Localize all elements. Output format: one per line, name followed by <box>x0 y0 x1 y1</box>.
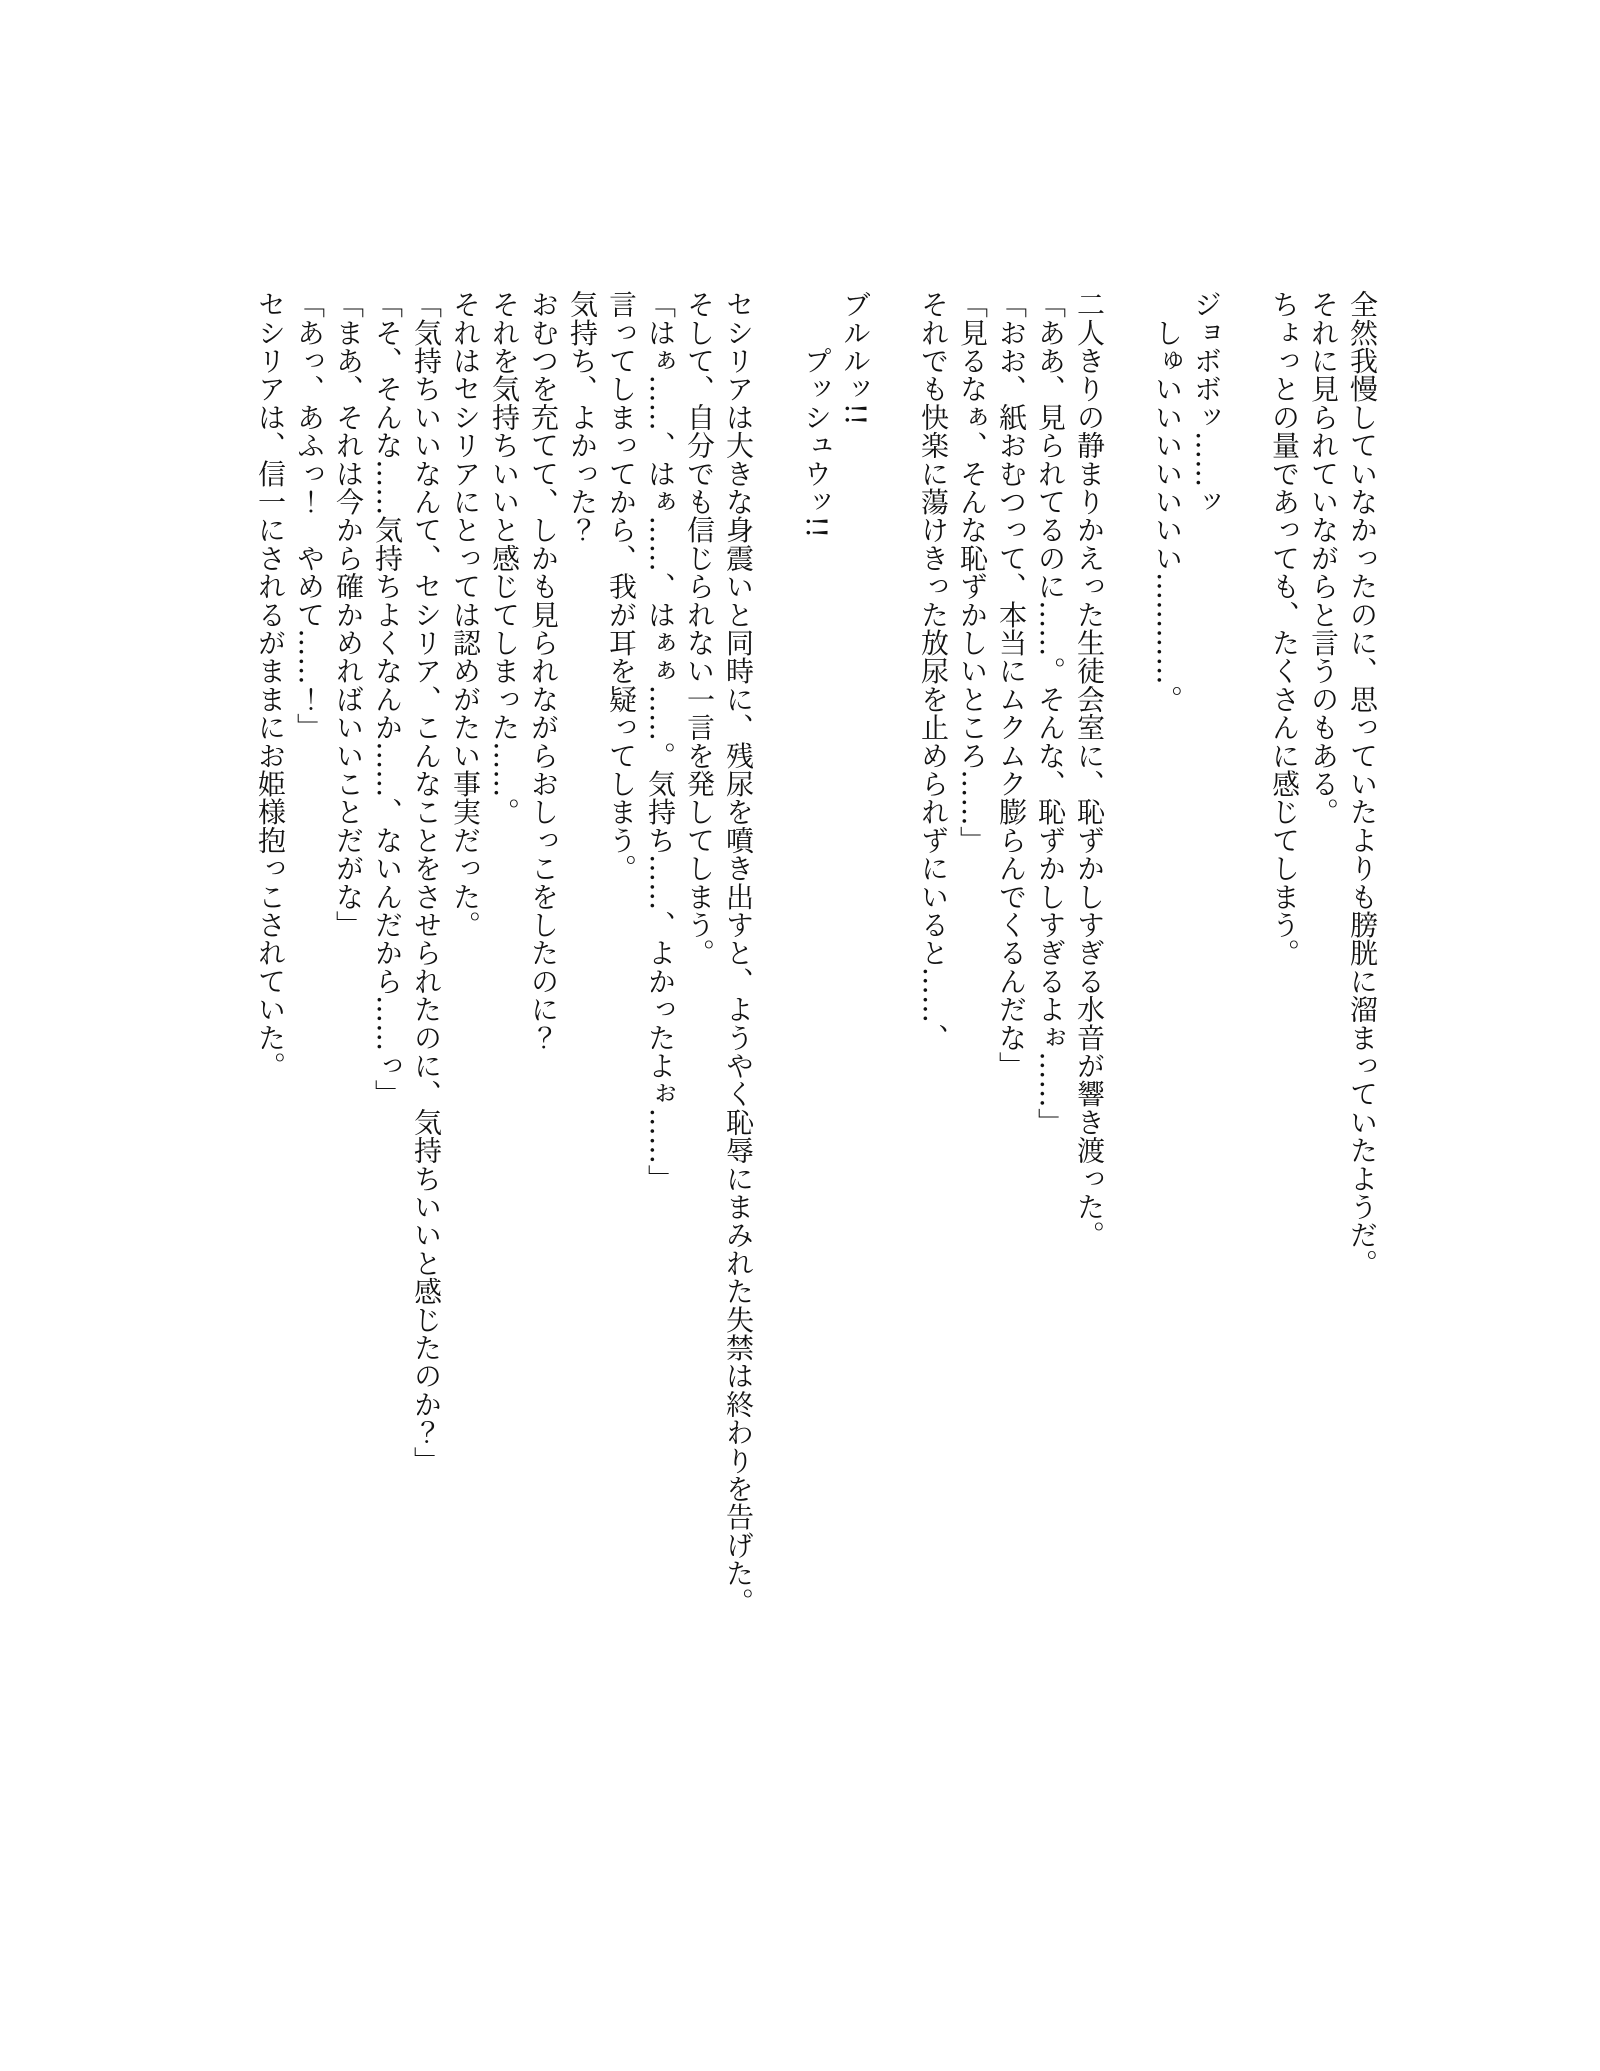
text-line-2: それに見られていながらと言うのもある。 <box>1307 290 1340 826</box>
text-line-26: 「そ、そんな……気持ちよくなんか……、ないんだから……っ」 <box>371 290 404 1108</box>
text-line-3: ちょっとの量であっても、たくさんに感じてしまう。 <box>1268 290 1301 967</box>
text-line-28: 「あっ、あふっ！ やめて……！」 <box>293 290 326 742</box>
blank-line <box>1109 290 1148 1630</box>
text-line-25: 「気持ちいいなんて、セシリア、こんなことをさせられたのに、気持ちいいと感じたのか？」 <box>410 290 443 1475</box>
text-line-5: ジョボボッ……ッ <box>1190 290 1223 516</box>
text-line-12: それでも快楽に蕩けきった放尿を止められずにいると……、 <box>917 290 950 1052</box>
text-line-18: そして、自分でも信じられない一言を発してしまう。 <box>683 290 716 967</box>
text-line-22: おむつを充てて、しかも見られながらおしっこをしたのに？ <box>527 290 560 1052</box>
blank-line <box>1226 290 1265 1630</box>
text-line-20: 言ってしまってから、我が耳を疑ってしまう。 <box>605 290 638 883</box>
vertical-text-block <box>251 290 1382 1630</box>
blank-line <box>875 290 914 1630</box>
text-line-10: 「おお、紙おむつって、本当にムクムク膨らんでくるんだな」 <box>995 290 1028 1080</box>
text-line-6: しゅいいいいいいい…………。 <box>1151 290 1184 713</box>
text-line-11: 「見るなぁ、そんな恥ずかしいところ……」 <box>956 290 989 854</box>
text-line-29: セシリアは、信一にされるがままにお姫様抱っこされていた。 <box>254 290 287 1080</box>
text-line-17: セシリアは大きな身震いと同時に、残尿を噴き出すと、ようやく恥辱にまみれた失禁は終わりを告げた。 <box>722 290 755 1616</box>
text-line-23: それを気持ちいいと感じてしまった……。 <box>488 290 521 826</box>
text-line-15: プッシュウッ!! <box>800 290 833 539</box>
text-line-19: 「はぁ……、はぁ……、はぁぁ……。気持ち……、よかったよぉ……」 <box>644 290 677 1193</box>
text-line-27: 「まあ、それは今から確かめればいいことだがな」 <box>332 290 365 939</box>
text-line-21: 気持ち、よかった？ <box>566 290 599 544</box>
text-line-24: それはセシリアにとっては認めがたい事実だった。 <box>449 290 482 939</box>
text-line-14: ブルルッ!! <box>839 290 872 426</box>
text-line-1: 全然我慢していなかったのに、思っていたよりも膀胱に溜まっていたようだ。 <box>1346 290 1379 1277</box>
text-line-8: 二人きりの静まりかえった生徒会室に、恥ずかしすぎる水音が響き渡った。 <box>1073 290 1106 1249</box>
text-line-9: 「ああ、見られてるのに……。そんな、恥ずかしすぎるよぉ……」 <box>1034 290 1067 1136</box>
blank-line <box>758 290 797 1630</box>
